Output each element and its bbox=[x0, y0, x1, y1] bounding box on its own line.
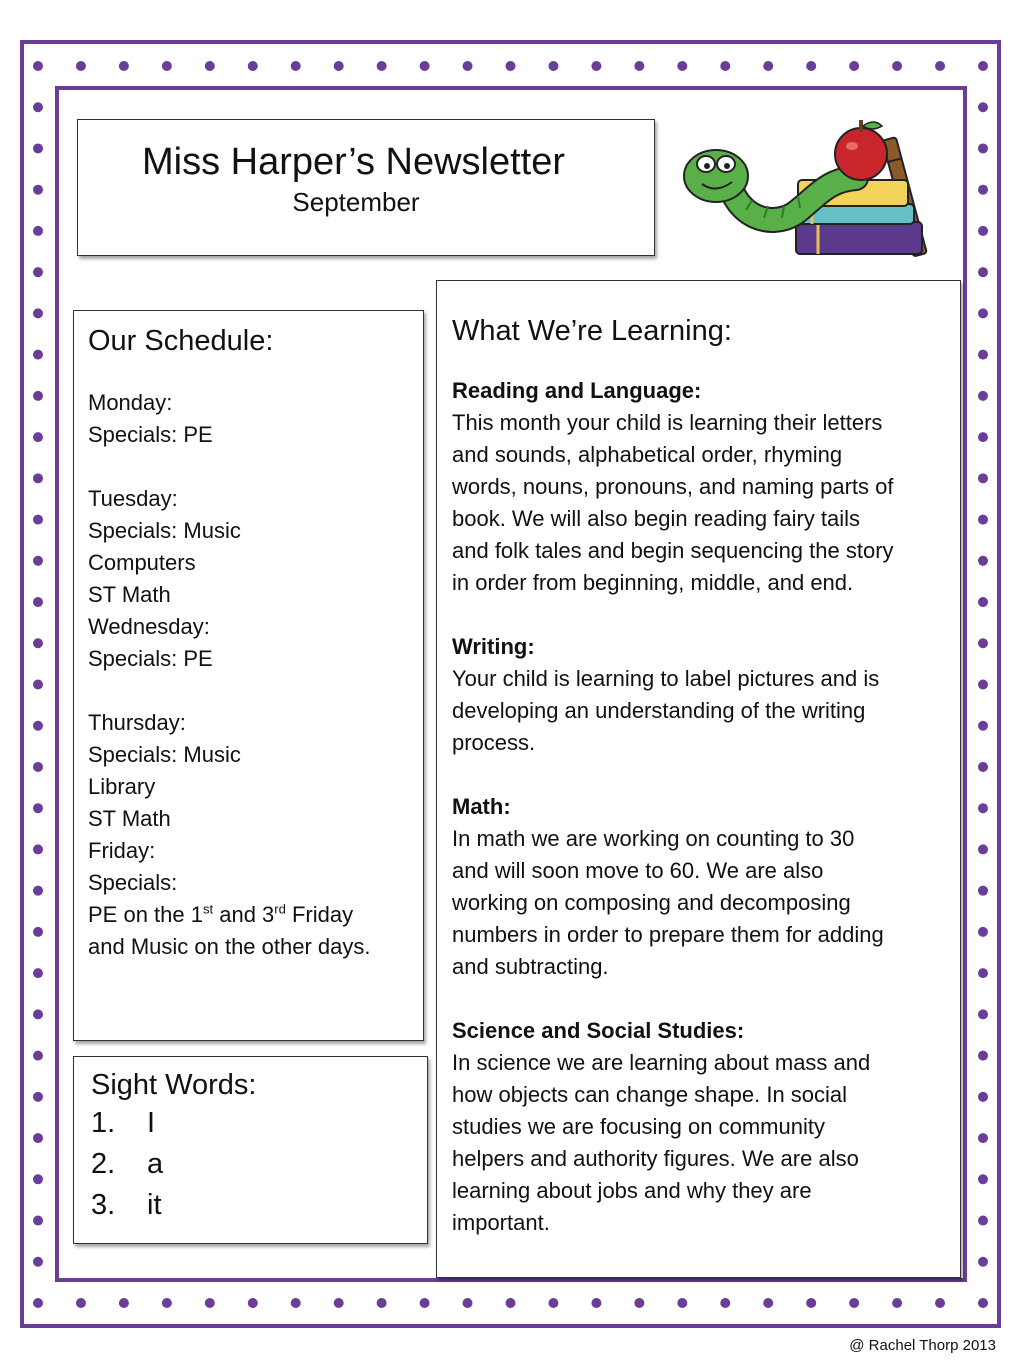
schedule-box bbox=[73, 310, 424, 1041]
schedule-day-monday: Monday: bbox=[88, 390, 173, 415]
schedule-day-thursday: Thursday: bbox=[88, 710, 186, 735]
schedule-line: Specials: PE bbox=[88, 646, 213, 671]
schedule-line: Specials: Music bbox=[88, 742, 241, 767]
schedule-line: ST Math bbox=[88, 806, 171, 831]
sight-word-item: 1. I bbox=[91, 1107, 156, 1139]
schedule-day-friday: Friday: bbox=[88, 838, 156, 863]
subject-title-reading: Reading and Language: bbox=[452, 378, 702, 403]
sight-words-heading: Sight Words: bbox=[91, 1069, 257, 1101]
schedule-line: ST Math bbox=[88, 582, 171, 607]
friday-music-line: and Music on the other days. bbox=[88, 934, 371, 959]
title-box bbox=[77, 119, 655, 256]
sight-words-box bbox=[73, 1056, 428, 1244]
subject-text-reading: This month your child is learning their letters and sounds, alphabetical order, rhyming words, nouns, pronouns, and naming parts of book. We will also begin reading fairy tails and folk tales and begin sequencing the story in order from beginning, middle, and end. bbox=[452, 410, 894, 595]
learning-box bbox=[436, 280, 961, 1278]
sight-word-item: 2. a bbox=[91, 1148, 164, 1180]
schedule-line: Computers bbox=[88, 550, 196, 575]
schedule-day-wednesday: Wednesday: bbox=[88, 614, 210, 639]
schedule-line: Specials: Music bbox=[88, 518, 241, 543]
schedule-heading: Our Schedule: bbox=[88, 325, 274, 357]
subject-text-science: In science we are learning about mass and how objects can change shape. In social studies we are focusing on community helpers and authority figures. We are also learning about jobs and why they are important. bbox=[452, 1050, 871, 1235]
subject-title-math: Math: bbox=[452, 794, 511, 819]
newsletter-month: September bbox=[292, 187, 420, 217]
bookworm-apple-books-icon bbox=[676, 118, 956, 258]
subject-title-writing: Writing: bbox=[452, 634, 535, 659]
schedule-line: Specials: PE bbox=[88, 422, 213, 447]
subject-text-math: In math we are working on counting to 30 and will soon move to 60. We are also working on composing and decomposing numbers in order to prepare them for adding and subtracting. bbox=[452, 826, 884, 979]
sight-word-item: 3. it bbox=[91, 1189, 162, 1221]
subject-title-science: Science and Social Studies: bbox=[452, 1018, 745, 1043]
newsletter-title: Miss Harper’s Newsletter bbox=[141, 141, 566, 183]
learning-heading: What We’re Learning: bbox=[452, 315, 732, 347]
copyright-footer: @ Rachel Thorp 2013 bbox=[849, 1337, 996, 1354]
schedule-line: Library bbox=[88, 774, 156, 799]
subject-text-writing: Your child is learning to label pictures and is developing an understanding of the writing process. bbox=[452, 666, 880, 755]
schedule-day-tuesday: Tuesday: bbox=[88, 486, 178, 511]
friday-pe-line: PE on the 1st and 3rd Friday bbox=[88, 901, 354, 927]
schedule-line: Specials: bbox=[88, 870, 178, 895]
